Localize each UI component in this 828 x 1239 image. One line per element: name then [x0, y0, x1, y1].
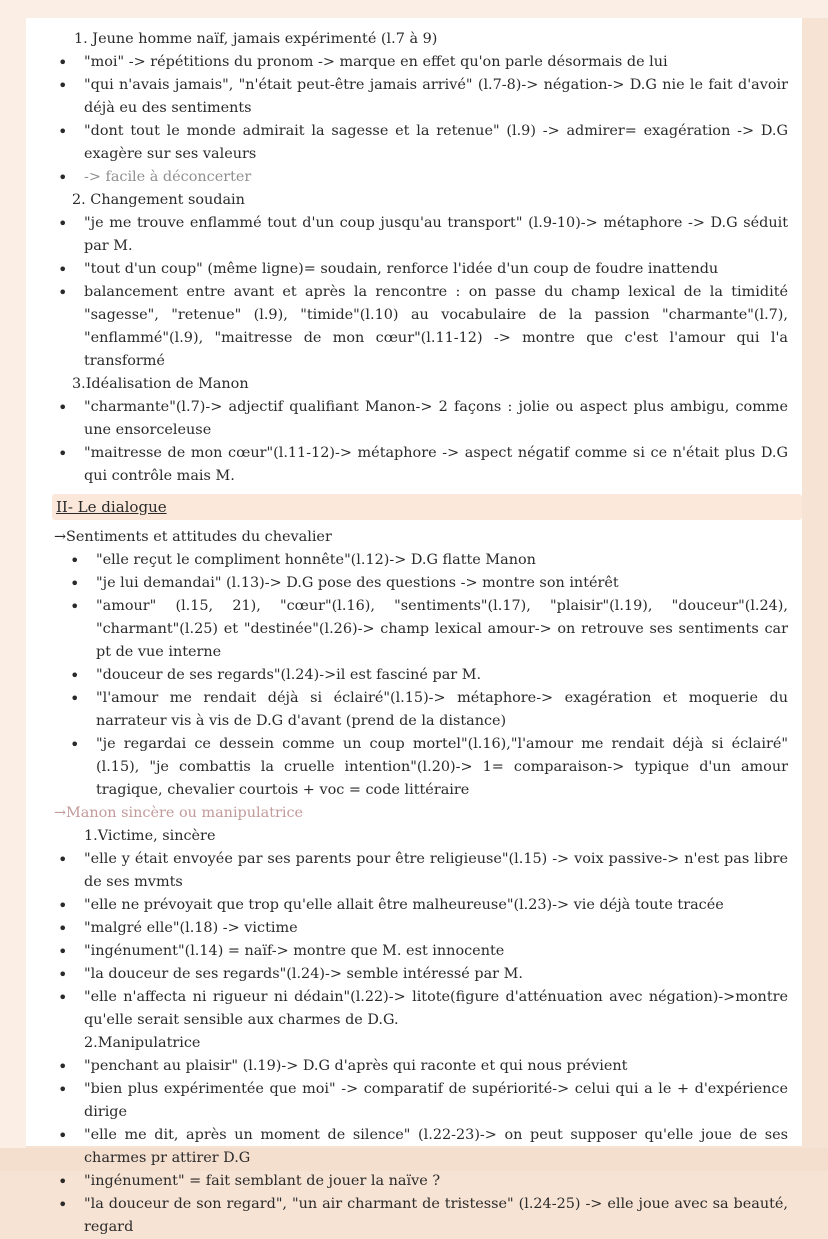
subsection-manon: →Manon sincère ou manipulatrice	[54, 805, 304, 821]
background-stripe-left	[0, 0, 26, 1171]
section-title-dialogue: II- Le dialogue	[52, 494, 802, 520]
list-item: • "maitresse de mon cœur"(l.11-12)-> métaphore -> aspect négatif comme si ce n'était plus D.G qui contrôle mais M.	[54, 442, 788, 488]
list-item: • "dont tout le monde admirait la sagesse et la retenue" (l.9) -> admirer= exagération -> D.G exagère sur ses valeurs	[54, 120, 788, 166]
list-item: • "qui n'avais jamais", "n'était peut-être jamais arrivé" (l.7-8)-> négation-> D.G nie le fait d'avoir déjà eu des sentiments	[54, 74, 788, 120]
arrow-text: -> facile à déconcerter	[84, 169, 252, 185]
list-item: • "la douceur de ses regards"(l.24)-> semble intéressé par M.	[54, 963, 788, 986]
list-item: • "moi" -> répétitions du pronom -> marque en effet qu'on parle désormais de lui	[54, 51, 788, 74]
list-item: • "elle me dit, après un moment de silence" (l.22-23)-> on peut supposer qu'elle joue de ses charmes pr attirer D.G	[54, 1124, 788, 1170]
bullet-list-jeune-homme	[54, 51, 788, 189]
list-item: • "je me trouve enflammé tout d'un coup jusqu'au transport" (l.9-10)-> métaphore -> D.G séduit par M.	[54, 212, 788, 258]
list-item: • "bien plus expérimentée que moi" -> comparatif de supériorité-> celui qui a le + d'expérience dirige	[54, 1078, 788, 1124]
subheading-jeune-homme: 1. Jeune homme naïf, jamais expérimenté (l.7 à 9)	[74, 31, 438, 47]
bullet-list-manipulatrice	[54, 1055, 788, 1239]
subheading-changement: 2. Changement soudain	[72, 192, 245, 208]
list-item: • "tout d'un coup" (même ligne)= soudain, renforce l'idée d'un coup de foudre inattendu	[54, 258, 788, 281]
bullet-list-idealisation	[54, 396, 788, 488]
list-item: • "amour" (l.15, 21), "cœur"(l.16), "sentiments"(l.17), "plaisir"(l.19), "douceur"(l.24), "charmant"(l.25) et "destinée"(l.26)-> champ lexical amour-> on retrouve ses sentiments car pt de vue interne	[54, 595, 788, 664]
list-item	[54, 166, 788, 189]
list-item: • "ingénument" = fait semblant de jouer la naïve ?	[54, 1170, 788, 1193]
list-item: • "elle reçut le compliment honnête"(l.12)-> D.G flatte Manon	[54, 549, 788, 572]
list-item: • "charmante"(l.7)-> adjectif qualifiant Manon-> 2 façons : jolie ou aspect plus ambigu, comme une ensorceleuse	[54, 396, 788, 442]
list-item: • balancement entre avant et après la rencontre : on passe du champ lexical de la timidité "sagesse", "retenue" (l.9), "timide"(l.10) au vocabulaire de la passion "charmante"(l.7), "enflammé"(l.9), "maitresse de mon cœur"(l.11-12) -> montre que c'est l'amour qui l'a transformé	[54, 281, 788, 373]
list-item: • "elle n'affecta ni rigueur ni dédain"(l.22)-> litote(figure d'atténuation avec négation)->montre qu'elle serait sensible aux charmes de D.G.	[54, 986, 788, 1032]
list-item: • "douceur de ses regards"(l.24)->il est fasciné par M.	[54, 664, 788, 687]
subheading-idealisation: 3.Idéalisation de Manon	[72, 376, 249, 392]
list-item: • "elle y était envoyée par ses parents pour être religieuse"(l.15) -> voix passive-> n'est pas libre de ses mvmts	[54, 848, 788, 894]
bullet-list-victime	[54, 848, 788, 1032]
list-item: • "je lui demandai" (l.13)-> D.G pose des questions -> montre son intérêt	[54, 572, 788, 595]
list-item: • "la douceur de son regard", "un air charmant de tristesse" (l.24-25) -> elle joue avec sa beauté, regard	[54, 1193, 788, 1239]
list-item: • "l'amour me rendait déjà si éclairé"(l.15)-> métaphore-> exagération et moquerie du narrateur vis à vis de D.G d'avant (prend de la distance)	[54, 687, 788, 733]
list-item: • "elle ne prévoyait que trop qu'elle allait être malheureuse"(l.23)-> vie déjà toute tracée	[54, 894, 788, 917]
list-item: • "penchant au plaisir" (l.19)-> D.G d'après qui raconte et qui nous prévient	[54, 1055, 788, 1078]
list-item: • "malgré elle"(l.18) -> victime	[54, 917, 788, 940]
document-page	[26, 18, 802, 1235]
list-item: • "ingénument"(l.14) = naïf-> montre que M. est innocente	[54, 940, 788, 963]
bullet-list-chevalier	[54, 549, 788, 802]
background-stripe-top	[0, 0, 828, 18]
subheading-manipulatrice: 2.Manipulatrice	[84, 1035, 201, 1051]
subheading-victime: 1.Victime, sincère	[84, 828, 216, 844]
bullet-list-changement	[54, 212, 788, 373]
list-item: • "je regardai ce dessein comme un coup mortel"(l.16),"l'amour me rendait déjà si éclairé"(l.15), "je combattis la cruelle intention"(l.20)-> 1= comparaison-> typique d'un amour tragique, chevalier courtois + voc = code littéraire	[54, 733, 788, 802]
subsection-sentiments-chevalier: →Sentiments et attitudes du chevalier	[54, 529, 332, 545]
